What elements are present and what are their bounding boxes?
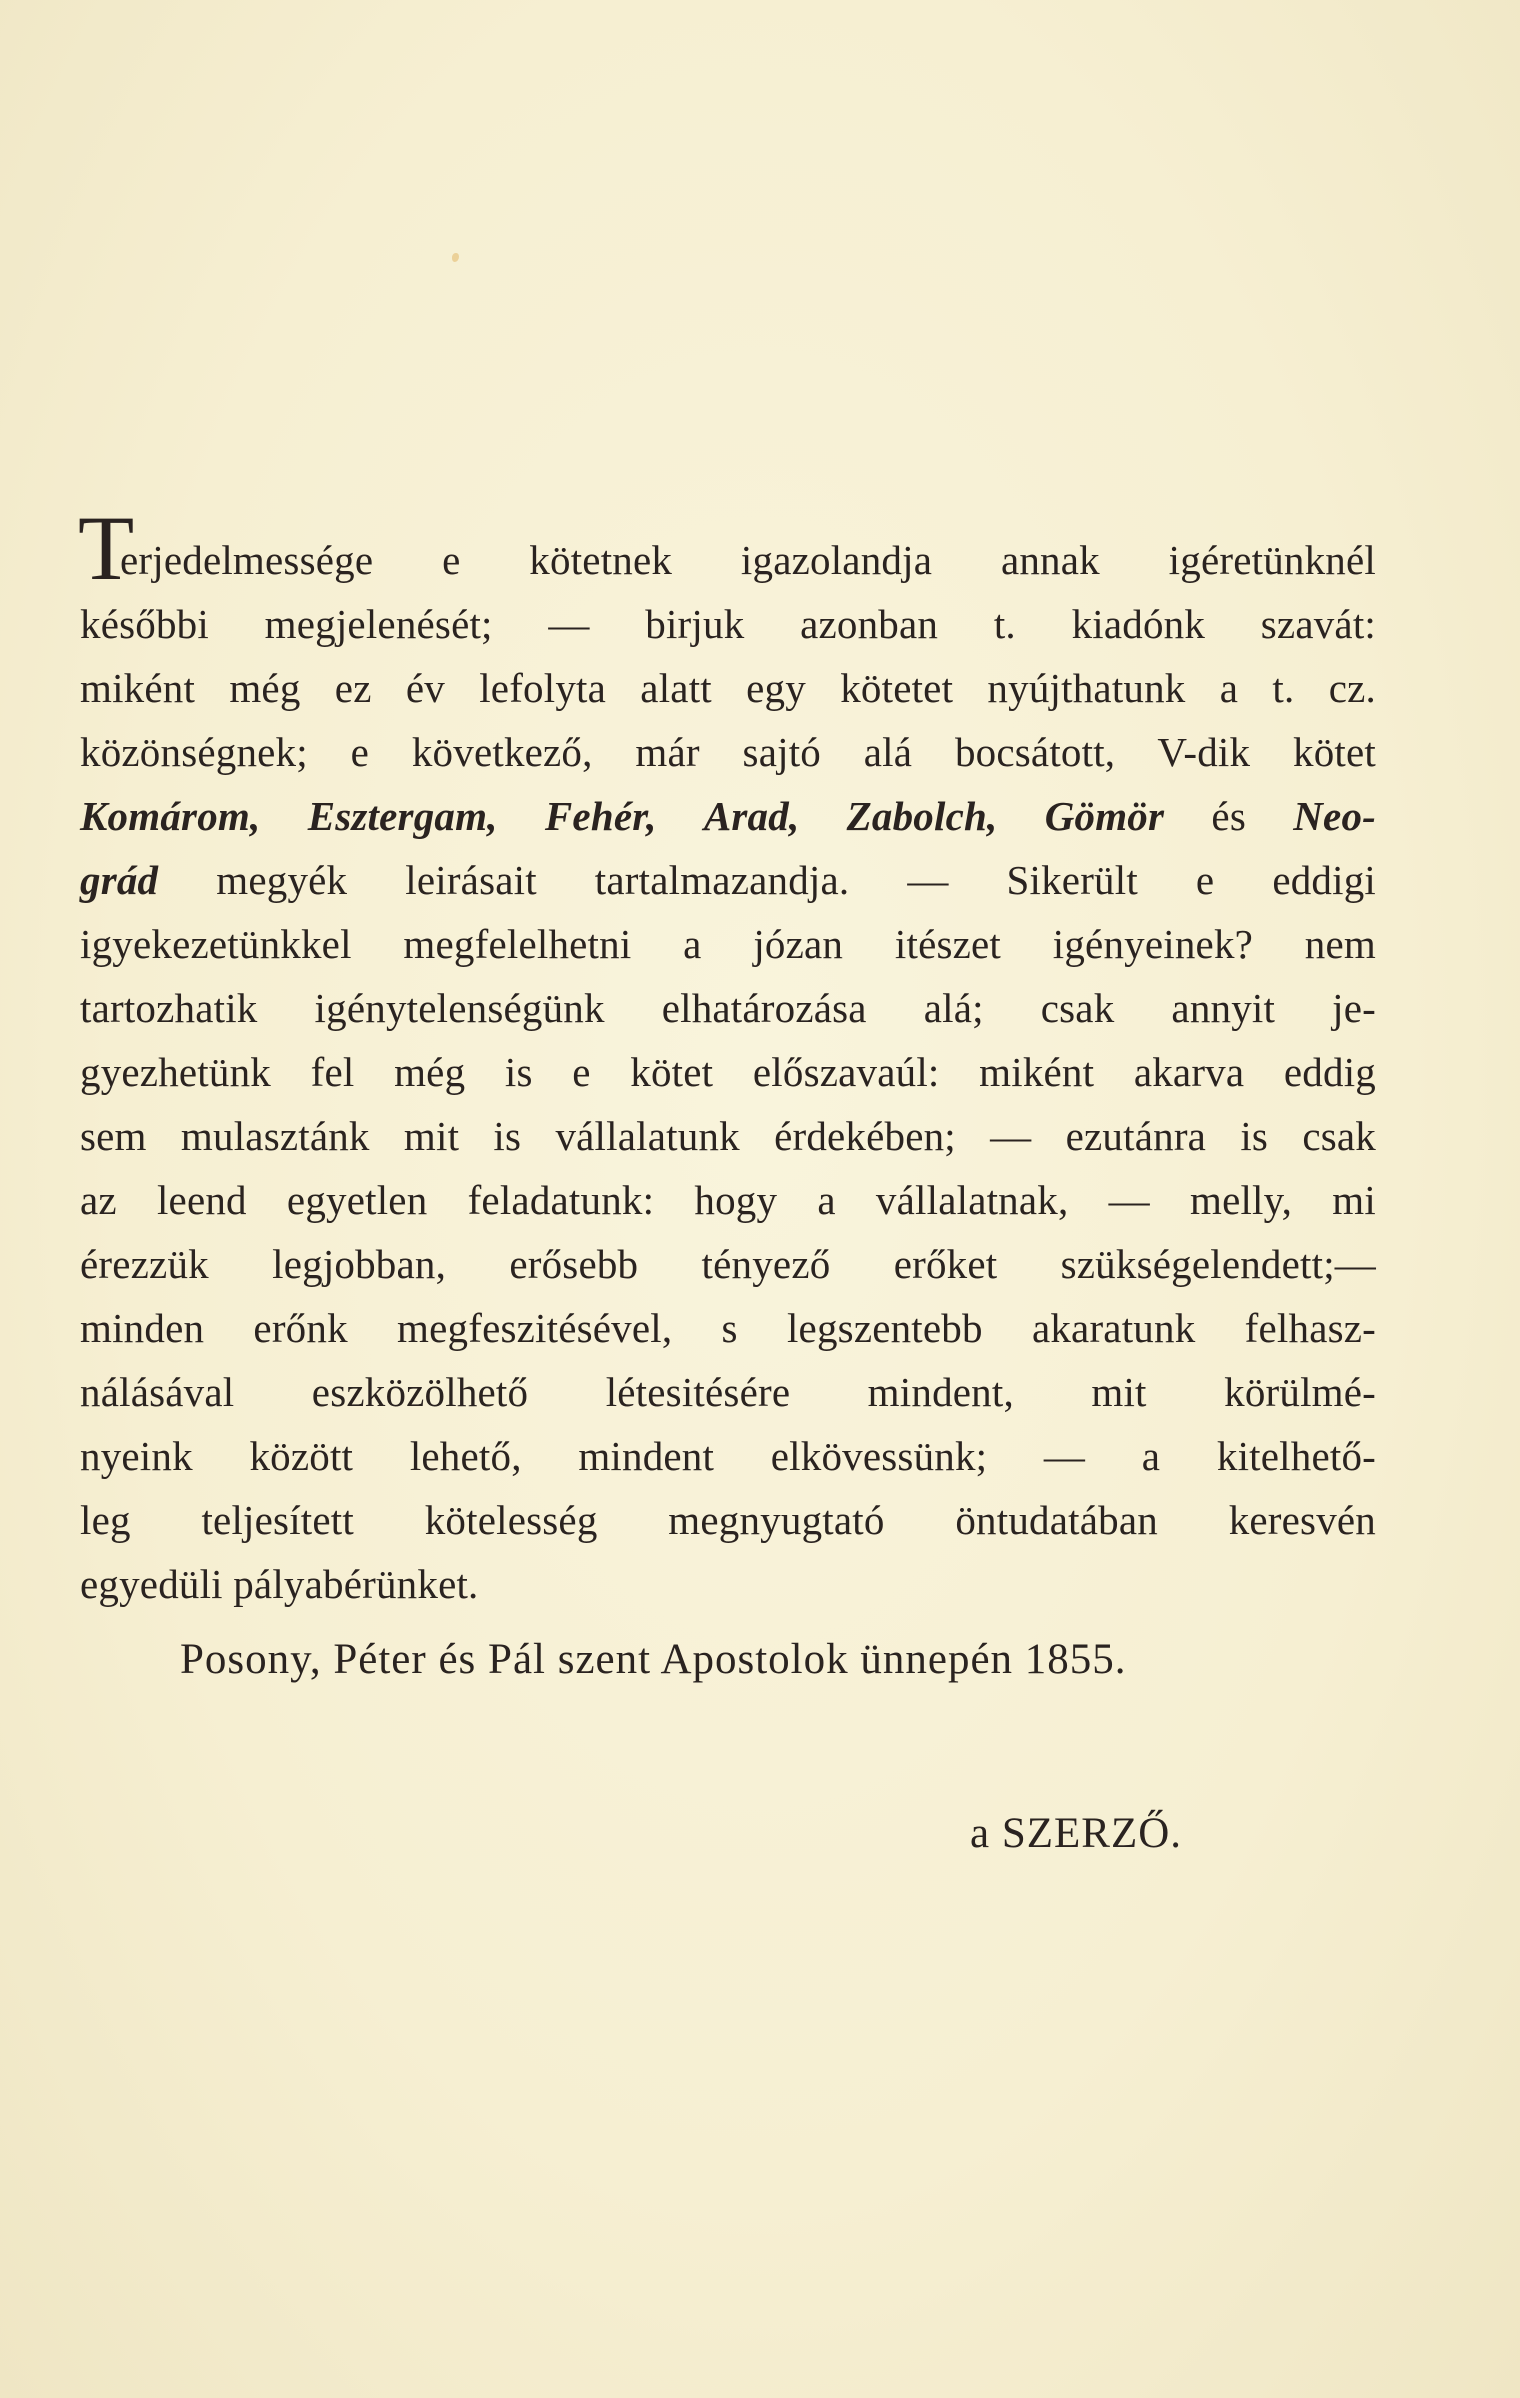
text-line-1 xyxy=(78,497,1376,599)
text-line-13: minden erőnk megfeszitésével, s legszentebb akaratunk felhasz- xyxy=(80,1305,1376,1351)
county-zabolch: Zabolch, xyxy=(846,793,998,839)
place-and-date: Posony, Péter és Pál szent Apostolok ünnepén 1855. xyxy=(180,1636,1127,1683)
text-line-14: nálásával eszközölhető létesitésére mindent, mit körülmé- xyxy=(80,1369,1376,1415)
text-line-6 xyxy=(80,848,1376,912)
county-neograd-end: grád xyxy=(80,857,159,903)
county-arad: Arad, xyxy=(703,793,800,839)
text-line-15: nyeink között lehető, mindent elkövessünk; — a kitelhető- xyxy=(80,1433,1376,1479)
paper-speck xyxy=(452,253,459,262)
county-esztergam: Esztergam, xyxy=(307,793,498,839)
text-line-16: leg teljesített kötelesség megnyugtató öntudatában keresvén xyxy=(80,1497,1376,1543)
text-line-1-content: erjedelmessége e kötetnek igazolandja annak igéretünknél xyxy=(120,537,1376,583)
author-signature: a SZERZŐ. xyxy=(970,1810,1183,1857)
text-line-8: tartozhatik igénytelenségünk elhatározása alá; csak annyit je- xyxy=(80,985,1376,1031)
text-line-6-content: megyék leirásait tartalmazandja. — Sikerült e eddigi xyxy=(216,857,1376,903)
text-line-7: igyekezetünkkel megfelelhetni a józan itészet igényeinek? nem xyxy=(80,921,1376,967)
text-line-12: érezzük legjobban, erősebb tényező erőket szükségelendett;— xyxy=(80,1241,1376,1287)
text-line-4: közönségnek; e következő, már sajtó alá bocsátott, V-dik kötet xyxy=(80,729,1376,775)
county-neograd-start: Neo- xyxy=(1293,793,1376,839)
text-line-2: későbbi megjelenését; — birjuk azonban t. kiadónk szavát: xyxy=(80,601,1376,647)
county-komarom: Komárom, xyxy=(80,793,261,839)
text-line-11: az leend egyetlen feladatunk: hogy a vállalatnak, — melly, mi xyxy=(80,1177,1376,1223)
text-line-3: miként még ez év lefolyta alatt egy kötetet nyújthatunk a t. cz. xyxy=(80,665,1376,711)
text-line-5 xyxy=(80,784,1376,848)
text-line-17: egyedüli pályabérünket. xyxy=(80,1561,479,1607)
county-gomor: Gömör xyxy=(1044,793,1165,839)
preface-paragraph xyxy=(78,497,1376,1616)
drop-cap: T xyxy=(78,497,135,599)
conjunction-es: és xyxy=(1211,793,1246,839)
county-feher: Fehér, xyxy=(544,793,657,839)
text-line-10: sem mulasztánk mit is vállalatunk érdekében; — ezutánra is csak xyxy=(80,1113,1376,1159)
text-line-9: gyezhetünk fel még is e kötet előszavaúl: miként akarva eddig xyxy=(80,1049,1376,1095)
